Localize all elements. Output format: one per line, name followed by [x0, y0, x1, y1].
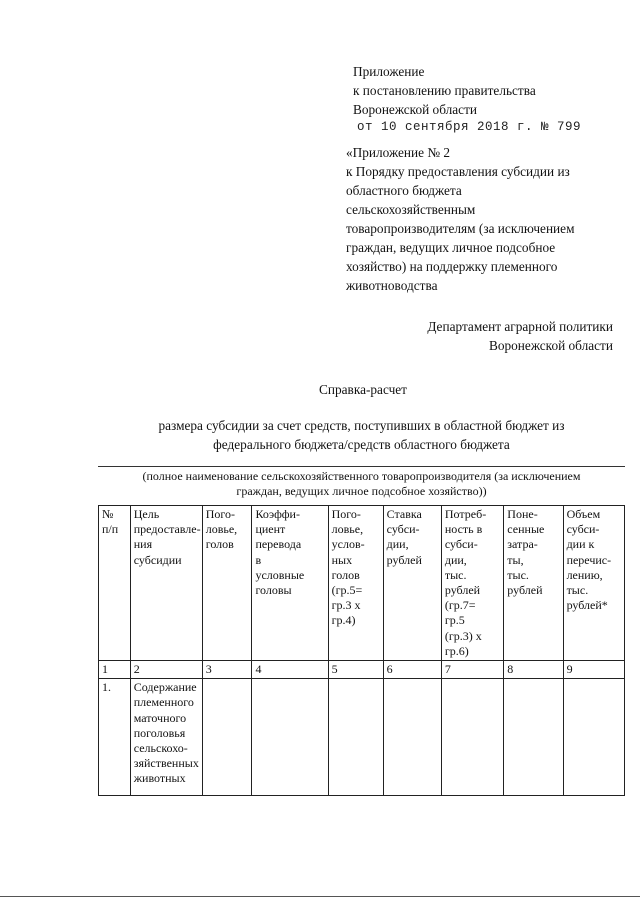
department-line: Департамент аграрной политики	[427, 319, 613, 334]
header-cell	[563, 506, 624, 661]
column-number: 7	[441, 661, 503, 679]
header-cell	[202, 506, 252, 661]
table-cell	[441, 679, 503, 796]
header-text: Ставка субси- дии, рублей	[386, 507, 422, 567]
column-number: 6	[383, 661, 441, 679]
table-cell	[252, 679, 328, 796]
column-number: 1	[99, 661, 131, 679]
header-text: № п/п	[102, 507, 119, 537]
appendix-line: товаропроизводителям (за исключением	[346, 221, 575, 236]
row-number: 1.	[99, 679, 131, 796]
appendix-line: к Порядку предоставления субсидии из	[346, 164, 570, 179]
header-text: Пого- ловье, услов- ных голов (гр.5= гр.3 х гр.4)	[331, 507, 365, 628]
header-date-line: от 10 сентября 2018 г. № 799	[357, 120, 582, 134]
header-text: Потреб- ность в субси- дии, тыс. рублей (гр.7= гр.5 (гр.3) х гр.6)	[444, 507, 487, 658]
header-text: Пого- ловье, голов	[205, 507, 238, 552]
appendix-line: граждан, ведущих личное подсобное	[346, 240, 556, 255]
table-cell	[563, 679, 624, 796]
producer-name-line	[98, 466, 625, 467]
document-title	[0, 380, 640, 399]
header-line: Воронежской области	[353, 102, 478, 117]
table-row	[99, 679, 625, 796]
column-number: 8	[504, 661, 563, 679]
header-cell	[383, 506, 441, 661]
department-block	[427, 317, 613, 355]
column-number: 3	[202, 661, 252, 679]
table-column-numbers-row	[99, 661, 625, 679]
table-header-row	[99, 506, 625, 661]
row-purpose-cell	[130, 679, 202, 796]
table-cell	[202, 679, 252, 796]
header-cell	[252, 506, 328, 661]
subtitle-line: размера субсидии за счет средств, поступивших в областной бюджет из	[158, 418, 565, 433]
header-line: к постановлению правительства	[353, 83, 536, 98]
table-cell	[328, 679, 383, 796]
header-text: Поне- сенные затра- ты, тыс. рублей	[507, 507, 545, 598]
header-cell	[504, 506, 563, 661]
header-cell	[328, 506, 383, 661]
header-cell	[99, 506, 131, 661]
resolution-header	[353, 62, 581, 137]
title-main: Справка-расчет	[319, 382, 407, 397]
header-line: Приложение	[353, 64, 425, 79]
header-cell	[441, 506, 503, 661]
caption-line: граждан, ведущих личное подсобное хозяйство))	[236, 484, 487, 498]
column-number: 4	[252, 661, 328, 679]
header-text: Объем субси- дии к перечис- лению, тыс. рублей*	[566, 507, 612, 613]
appendix-line: областного бюджета	[346, 183, 462, 198]
row-purpose: Содержание племенного маточного поголовья сельскохо- зяйственных животных	[133, 680, 199, 786]
table-cell	[383, 679, 441, 796]
appendix-block	[346, 143, 575, 295]
column-number: 2	[130, 661, 202, 679]
appendix-line: сельскохозяйственным	[346, 202, 476, 217]
table-cell	[504, 679, 563, 796]
document-subtitle	[98, 416, 625, 454]
appendix-line: хозяйство) на поддержку племенного	[346, 259, 558, 274]
producer-caption	[98, 469, 625, 499]
header-text: Коэффи- циент перевода в условные головы	[255, 507, 305, 598]
column-number: 9	[563, 661, 624, 679]
header-text: Цель предоставле- ния субсидии	[133, 507, 201, 567]
subtitle-line: федерального бюджета/средств областного бюджета	[213, 437, 510, 452]
column-number: 5	[328, 661, 383, 679]
appendix-line: животноводства	[346, 278, 438, 293]
subsidy-table	[98, 505, 625, 796]
scan-edge-line	[0, 896, 640, 897]
appendix-line: «Приложение № 2	[346, 145, 450, 160]
department-line: Воронежской области	[488, 338, 613, 353]
header-cell	[130, 506, 202, 661]
caption-line: (полное наименование сельскохозяйственного товаропроизводителя (за исключением	[142, 469, 581, 483]
